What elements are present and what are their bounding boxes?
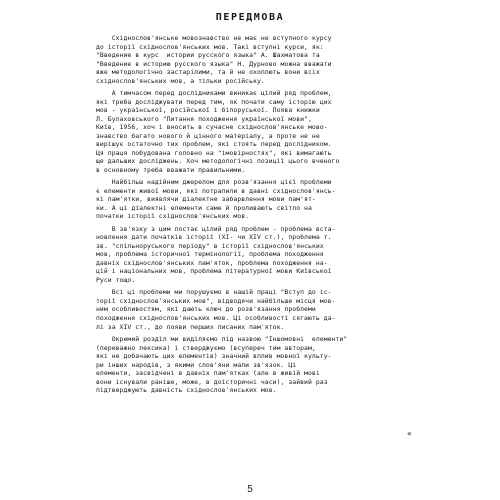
text-line: Окремий розділ ми виділяємо під назвою "Іншомовні елементи": [96, 335, 348, 344]
text-line: знавство багато нового й цінного матеріалу, а проте не не: [96, 131, 320, 140]
preface-body: [96, 34, 426, 395]
text-line: до історії східнослов'янських мов. Такі вступні курси, як:: [96, 42, 324, 51]
paragraph: [96, 335, 426, 395]
text-line: мов, проблема історичної термінології, проблема походження: [96, 250, 324, 259]
text-line: Л. Булаховського "Питання походження української мови",: [96, 114, 312, 123]
text-line: А тимчасом перед дослідниками виникає цілий ряд проблем,: [96, 89, 332, 98]
text-line: підтверджують давність східнослов'янських мов.: [96, 386, 277, 395]
text-line: Київ, 1956, хоч і вносить в сучасне східнослов'янське мово-: [96, 123, 328, 132]
text-line: вони існували раніше, може, в доісторичні часи), зайвий раз: [96, 377, 328, 386]
text-line: Східнослов'янське мовознавство не має не вступного курсу: [96, 34, 332, 42]
text-line: є елементи живої мови, які потрапили в давні східнослов'янсь-: [96, 186, 336, 195]
text-line: елементи, засвідчені в давніх пам'ятках (але в живій мові: [96, 369, 320, 378]
text-line: "Введение в историю русского языка" Н. Дурново можна вважати: [96, 59, 332, 68]
paragraph: [96, 34, 426, 85]
text-line: (переважно лексика) і стверджуємо (всупереч тим авторам,: [96, 343, 316, 352]
text-line: Руси тощо.: [96, 275, 136, 284]
text-line: Всі ці проблеми ми порушуємо в нашій праці "Вступ до іс-: [96, 288, 332, 297]
page-number: 5: [247, 484, 253, 495]
page-title: ПЕРЕДМОВА: [215, 12, 285, 23]
text-line: зв. "спільноруського періоду" в історії східнослов'янських: [96, 241, 324, 250]
text-line: давніх східнослов'янських пам'яток, проблема походження на-: [96, 258, 328, 267]
text-line: східнослов'янських мов, а тільки російську.: [96, 76, 265, 85]
text-line: цій і національних мов, проблема літературної мови Київської: [96, 267, 332, 276]
text-line: новлення дати початків історії (XI- чи XIV ст.), проблема т.: [96, 233, 332, 242]
text-line: ним особливостям, які дають ключ до розв'язання проблеми: [96, 305, 316, 314]
text-line: Ця праця побудована головно на "імовірностях", які вимагають: [96, 148, 332, 157]
text-line: мов - української, російської і білоруської. Поява книжки: [96, 106, 320, 115]
text-line: торії східнослов'янських мов", відводячи найбільше місця мов-: [96, 296, 336, 305]
text-line: в основному треба вважати правильними.: [96, 165, 246, 174]
text-line: В зв'язку з цим постає цілий ряд проблем - проблема вста-: [96, 224, 336, 233]
text-line: вирішує остаточно тих проблем, які стоять перед дослідником.: [96, 140, 332, 149]
text-line: ще дальших досліджень. Хоч методологічні позиції цього вченого: [96, 157, 340, 166]
text-line: "Введение в курс истории русского языка" А. Шахматова та: [96, 51, 320, 60]
text-line: які не добачають цих елементів) значний вплив мовної культу-: [96, 352, 332, 361]
paragraph: [96, 288, 426, 331]
text-line: вже методологічно застарілими, та й не охоплють вони всіх: [96, 68, 320, 77]
margin-mark: «: [407, 429, 412, 438]
text-line: лі за XIV ст., до появи перших писаних пам'яток.: [96, 322, 285, 331]
text-line: ки. А ці діалектні елементи саме й проливають світло на: [96, 203, 312, 212]
paragraph: [96, 89, 426, 174]
text-line: які треба досліджувати перед тим, як почати саму історію цих: [96, 97, 332, 106]
text-line: походження східнослов'янських мов. Ці особливості сягають да-: [96, 313, 336, 322]
text-line: Найбільш надійним джерелом для розв'язання цієї проблеми: [96, 178, 332, 187]
paragraph: [96, 225, 426, 285]
paragraph: [96, 178, 426, 221]
text-line: ри інших народів, з якими слов'яни мали зв'язок. Ці: [96, 360, 297, 369]
text-line: кі пам'ятки, виявлячи діалектне забарвлення мови пам'ят-: [96, 195, 316, 204]
text-line: початки історії східнослов'янських мов.: [96, 212, 250, 221]
